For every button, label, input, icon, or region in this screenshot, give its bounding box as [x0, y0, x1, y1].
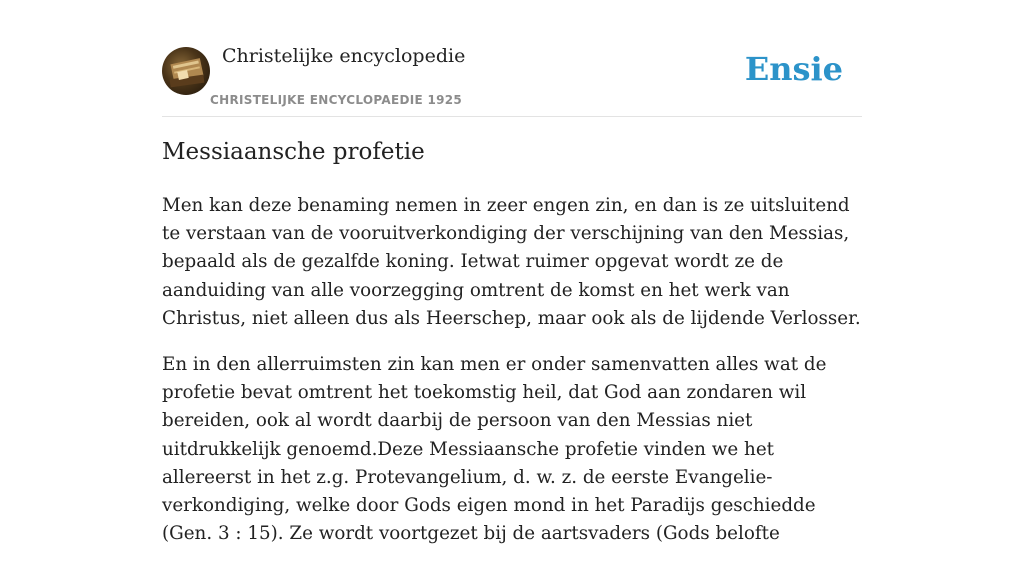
- ensie-logo-link[interactable]: Ensie: [744, 50, 843, 88]
- article-paragraph: Men kan deze benaming nemen in zeer engen zin, en dan is ze uitsluitend te verstaan van de vooruitverkondiging der verschijning van den Messias, bepaald als de gezalfde koning. Ietwat ruimer opgevat wordt ze de aanduiding van alle voorzegging omtrent de komst en het werk van Christus, niet alleen dus als Heerschep, maar ook als de lijdende Verlosser.: [162, 195, 861, 329]
- article-title: Messiaansche profetie: [162, 139, 425, 165]
- source-header: [162, 0, 862, 117]
- source-avatar[interactable]: [162, 47, 210, 95]
- book-photo-icon: [162, 47, 210, 95]
- article-body: [162, 192, 862, 566]
- page-container: [162, 0, 862, 545]
- source-title[interactable]: Christelijke encyclopedie: [222, 45, 466, 67]
- source-subtitle: CHRISTELIJKE ENCYCLOPAEDIE 1925: [210, 93, 463, 107]
- article-paragraph: En in den allerruimsten zin kan men er onder samenvatten alles wat de profetie bevat omtrent het toekomstig heil, dat God aan zondaren wil bereiden, ook al wordt daarbij de persoon van den Messias niet uitdrukkelijk genoemd.Deze Messiaansche profetie vinden we het allereerst in het z.g. Protevangelium, d. w. z. de eerste Evangelie-verkondiging, welke door Gods eigen mond in het Paradijs geschiedde (Gen. 3 : 15). Ze wordt voortgezet bij de aartsvaders (Gods belofte: [162, 354, 827, 545]
